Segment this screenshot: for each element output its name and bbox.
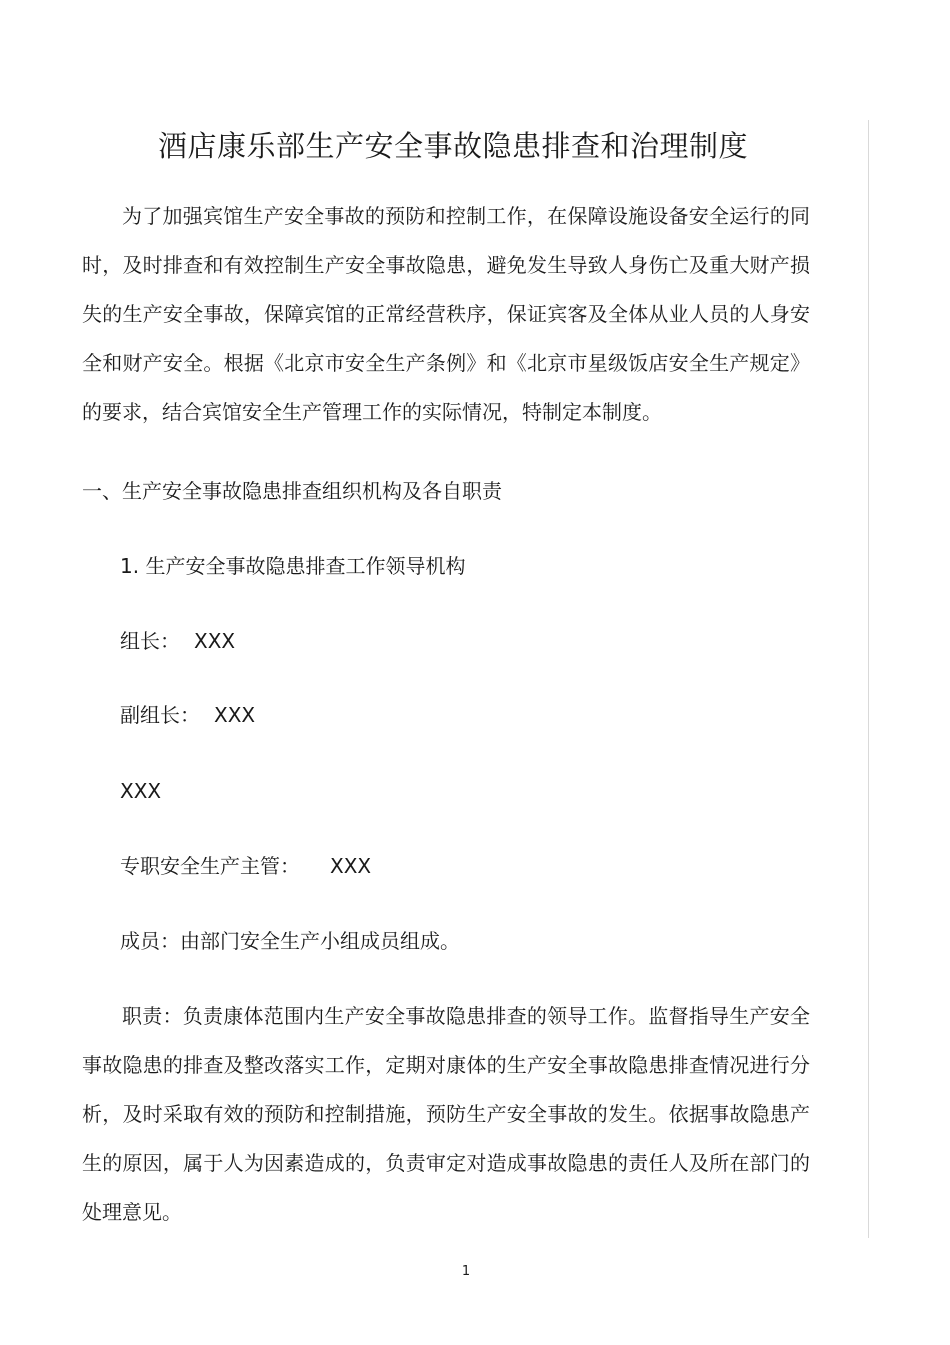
subsection-1-heading: 1. 生产安全事故隐患排查工作领导机构 (120, 554, 466, 578)
page-edge-divider (868, 120, 869, 1238)
intro-paragraph: 为了加强宾馆生产安全事故的预防和控制工作，在保障设施设备安全运行的同时，及时排查和有效控制生产安全事故隐患，避免发生导致人身伤亡及重大财产损失的生产安全事故，保障宾馆的正常经营秩序，保证宾客及全体从业人员的人身安全和财产安全。根据《北京市安全生产条例》和《北京市星级饭店安全生产规定》的要求，结合宾馆安全生产管理工作的实际情况，特制定本制度。 (82, 204, 810, 424)
supervisor-value: XXX (330, 854, 372, 878)
deputy-line (120, 700, 255, 730)
leader-label: 组长： (120, 629, 180, 653)
deputy-label: 副组长： (120, 703, 200, 727)
section-1-heading: 一、生产安全事故隐患排查组织机构及各自职责 (82, 479, 502, 503)
deputy-value-2: XXX (120, 779, 162, 803)
leader-line (120, 626, 235, 656)
members-line: 成员：由部门安全生产小组成员组成。 (120, 929, 460, 953)
document-title: 酒店康乐部生产安全事故隐患排查和治理制度 (157, 129, 748, 163)
leader-value: XXX (194, 629, 236, 653)
page-number: 1 (461, 1264, 471, 1279)
deputy-value: XXX (214, 703, 256, 727)
duties-paragraph: 职责：负责康体范围内生产安全事故隐患排查的领导工作。监督指导生产安全事故隐患的排查及整改落实工作，定期对康体的生产安全事故隐患排查情况进行分析，及时采取有效的预防和控制措施，预防生产安全事故的发生。依据事故隐患产生的原因，属于人为因素造成的，负责审定对造成事故隐患的责任人及所在部门的处理意见。 (82, 1004, 810, 1224)
supervisor-label: 专职安全生产主管： (120, 854, 300, 878)
supervisor-line (120, 851, 371, 881)
